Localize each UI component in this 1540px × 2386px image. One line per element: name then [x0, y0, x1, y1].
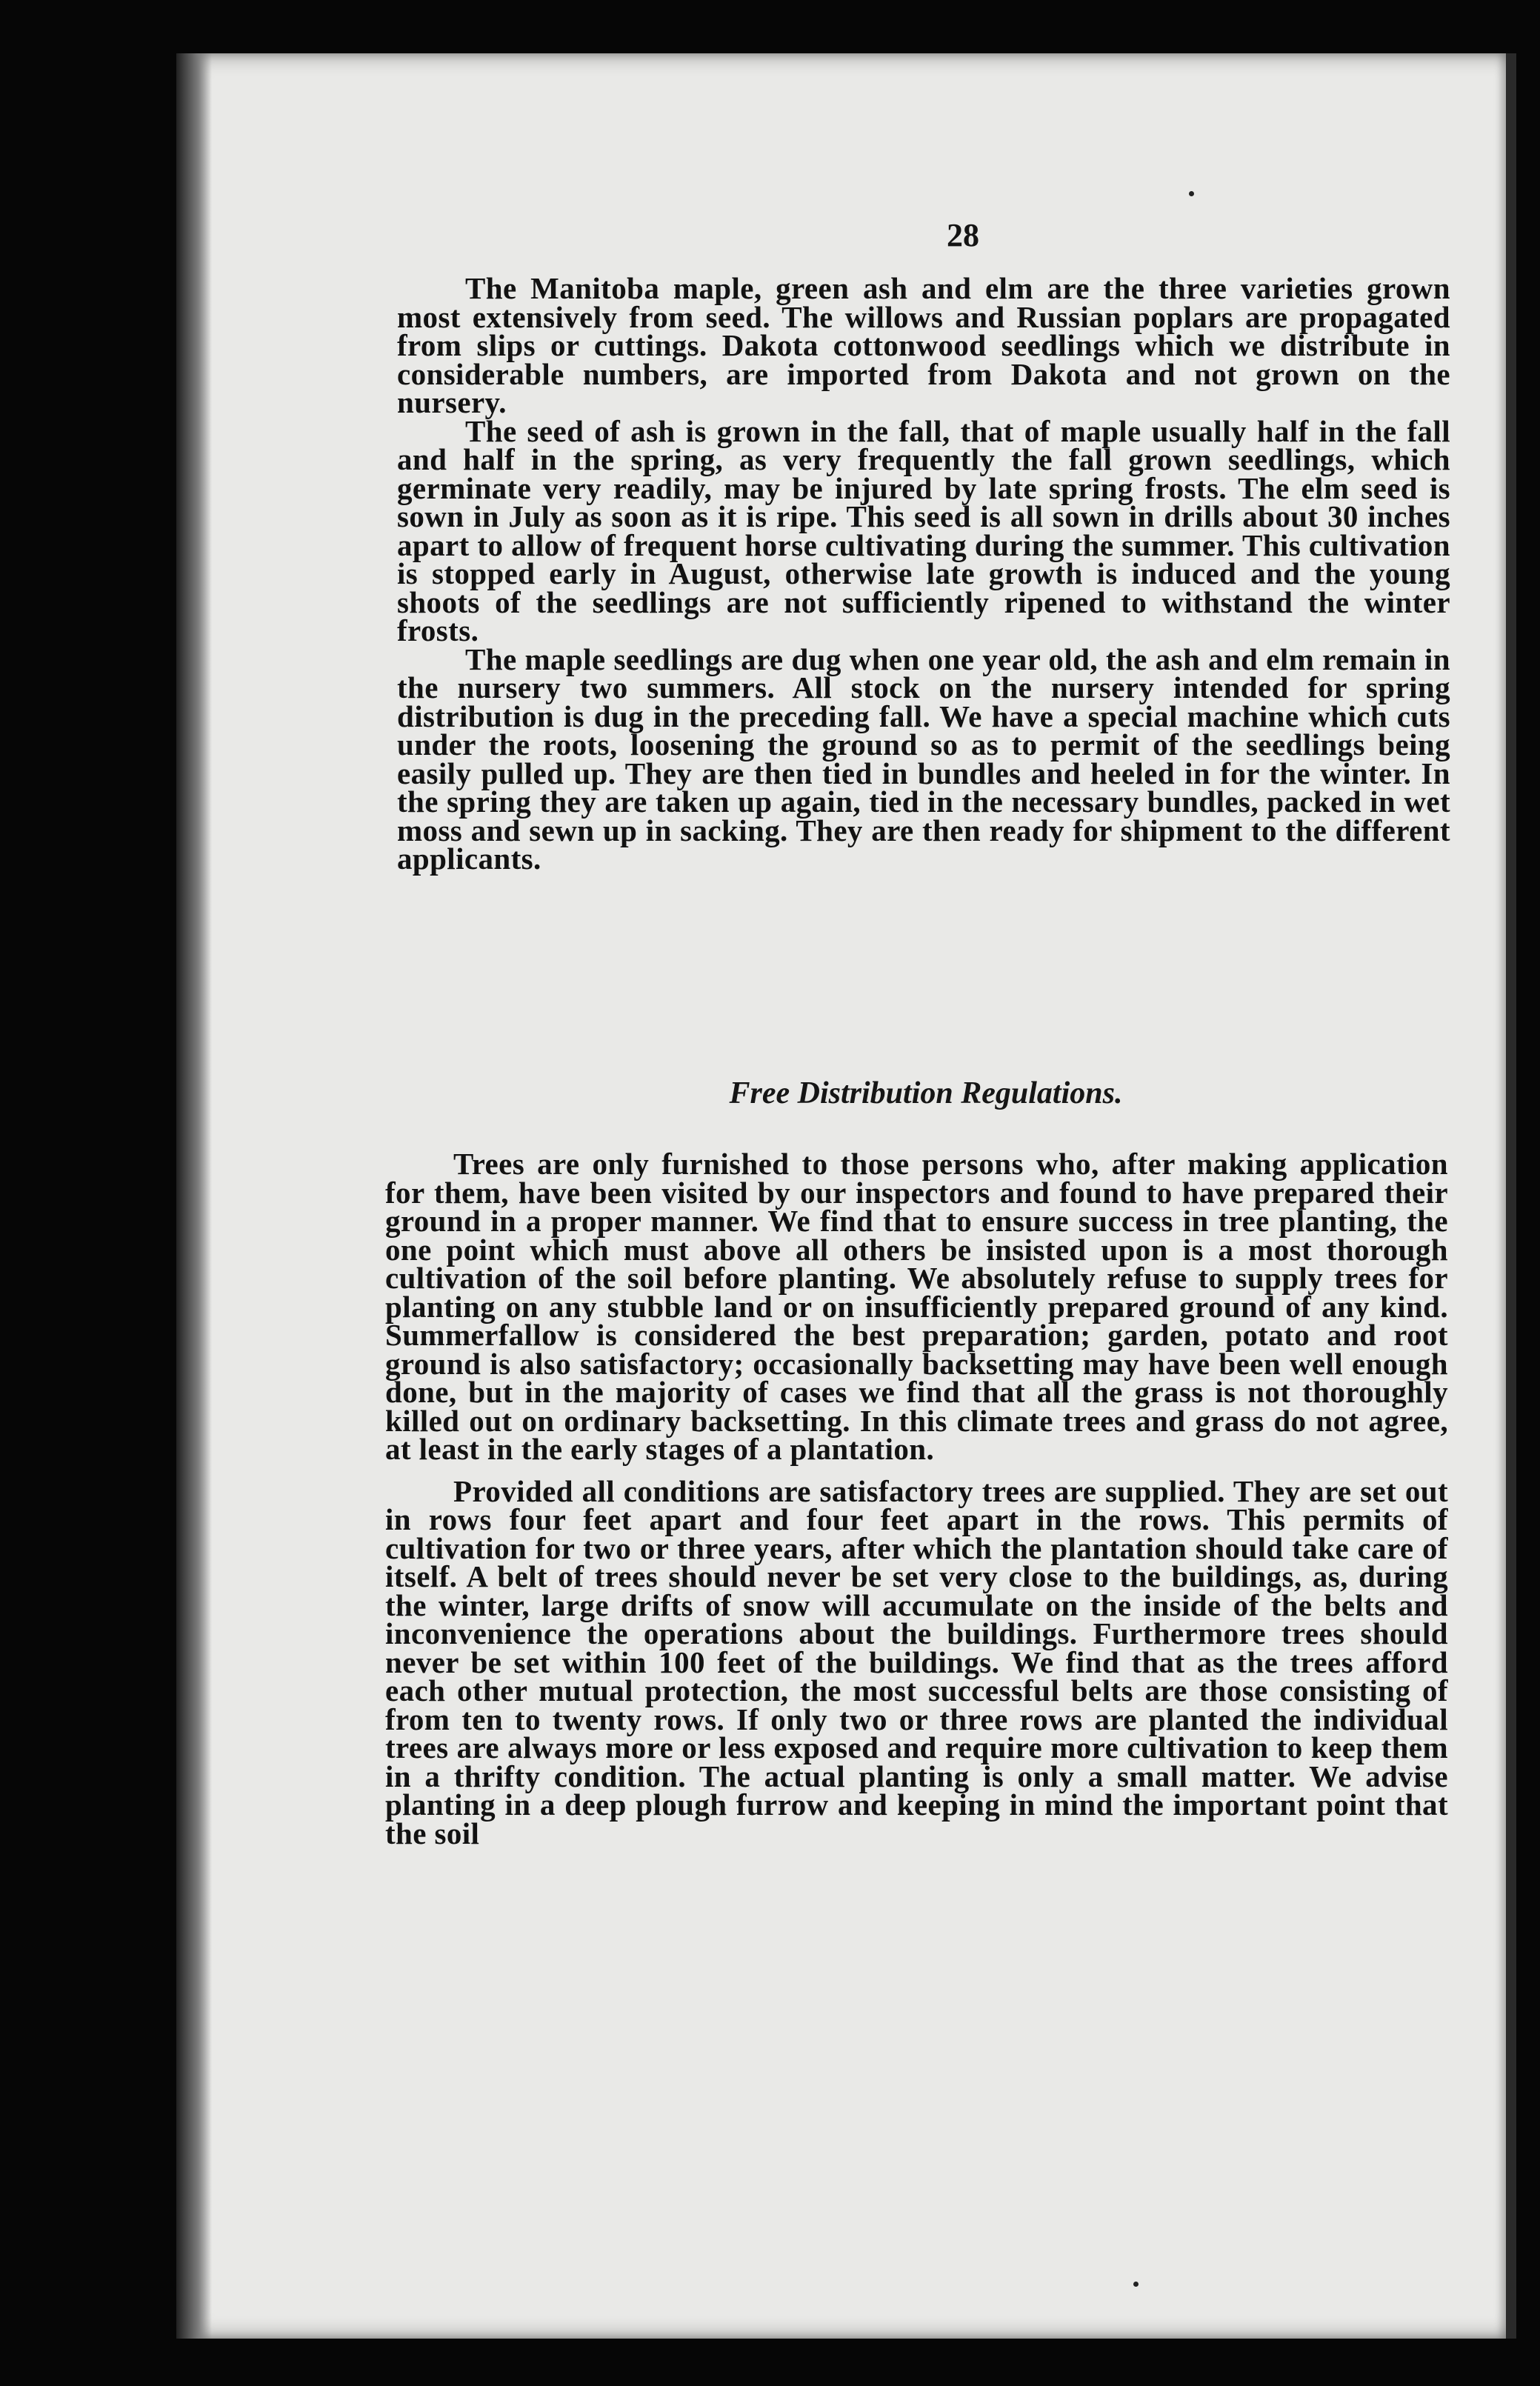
speck-mark	[1133, 2282, 1139, 2287]
text-block-bottom	[385, 1147, 1448, 1850]
paragraph-planting: Provided all conditions are satisfactory trees are supplied. They are set out in rows four feet apart and four feet apart in the rows. This permits of cultivation for two or three years, after which the plantation should take care of itself. A belt of trees should never be set very close to the buildings, as, during the winter, large drifts of snow will accumulate on the inside of the belts and inconvenience the operations about the buildings. Furthermore trees should never be set within 100 feet of the buildings. We find that as the trees afford each other mutual protection, the most successful belts are those consisting of from ten to twenty rows. If only two or three rows are planted the individual trees are always more or less exposed and require more cultivation to keep them in a thrifty condition. The actual planting is only a small matter. We advise planting in a deep plough furrow and keeping in mind the important point that the soil	[385, 1473, 1448, 1850]
speck-mark	[1189, 191, 1194, 196]
page-right-edge	[1506, 53, 1516, 2339]
paragraph-digging: The maple seedlings are dug when one year old, the ash and elm remain in the nursery two summers. All stock on the nursery intended for spring distribution is dug in the preceding fall. We have a special machine which cuts under the roots, loosening the ground so as to permit of the seedlings being easily pulled up. They are then tied in bundles and heeled in for the winter. In the spring they are taken up again, tied in the necessary bundles, packed in wet moss and sewn up in sacking. They are then ready for shipment to the different applicants.	[397, 642, 1450, 876]
paragraph-seed-varieties: The Manitoba maple, green ash and elm are the three varieties grown most extensively from seed. The willows and Russian poplars are propagated from slips or cuttings. Dakota cottonwood seedlings which we distribute in considerable numbers, are imported from Dakota and not grown on the nursery.	[397, 271, 1450, 419]
text-block-top	[397, 271, 1450, 876]
section-heading: Free Distribution Regulations.	[729, 1076, 1123, 1110]
page-gutter-shadow	[176, 53, 212, 2339]
page-number: 28	[947, 217, 979, 253]
paragraph-regulations: Trees are only furnished to those persons who, after making application for them, have been visited by our inspectors and found to have prepared their ground in a proper manner. We find that to ensure success in tree planting, the one point which must above all others be insisted upon is a most thorough cultivation of the soil before planting. We absolutely refuse to supply trees for planting on any stubble land or on insufficiently prepared ground of any kind. Summerfallow is considered the best preparation; garden, potato and root ground is also satisfactory; occasionally backsetting may have been well enough done, but in the majority of cases we find that all the grass is not thoroughly killed out on ordinary backsetting. In this climate trees and grass do not agree, at least in the early stages of a plantation.	[385, 1147, 1448, 1466]
paragraph-sowing: The seed of ash is grown in the fall, that of maple usually half in the fall and half in the spring, as very frequently the fall grown seedlings, which germinate very readily, may be injured by late spring frosts. The elm seed is sown in July as soon as it is ripe. This seed is all sown in drills about 30 inches apart to allow of frequent horse cultivating during the summer. This cultivation is stopped early in August, otherwise late growth is induced and the young shoots of the seedlings are not sufficiently ripened to withstand the winter frosts.	[397, 413, 1450, 647]
